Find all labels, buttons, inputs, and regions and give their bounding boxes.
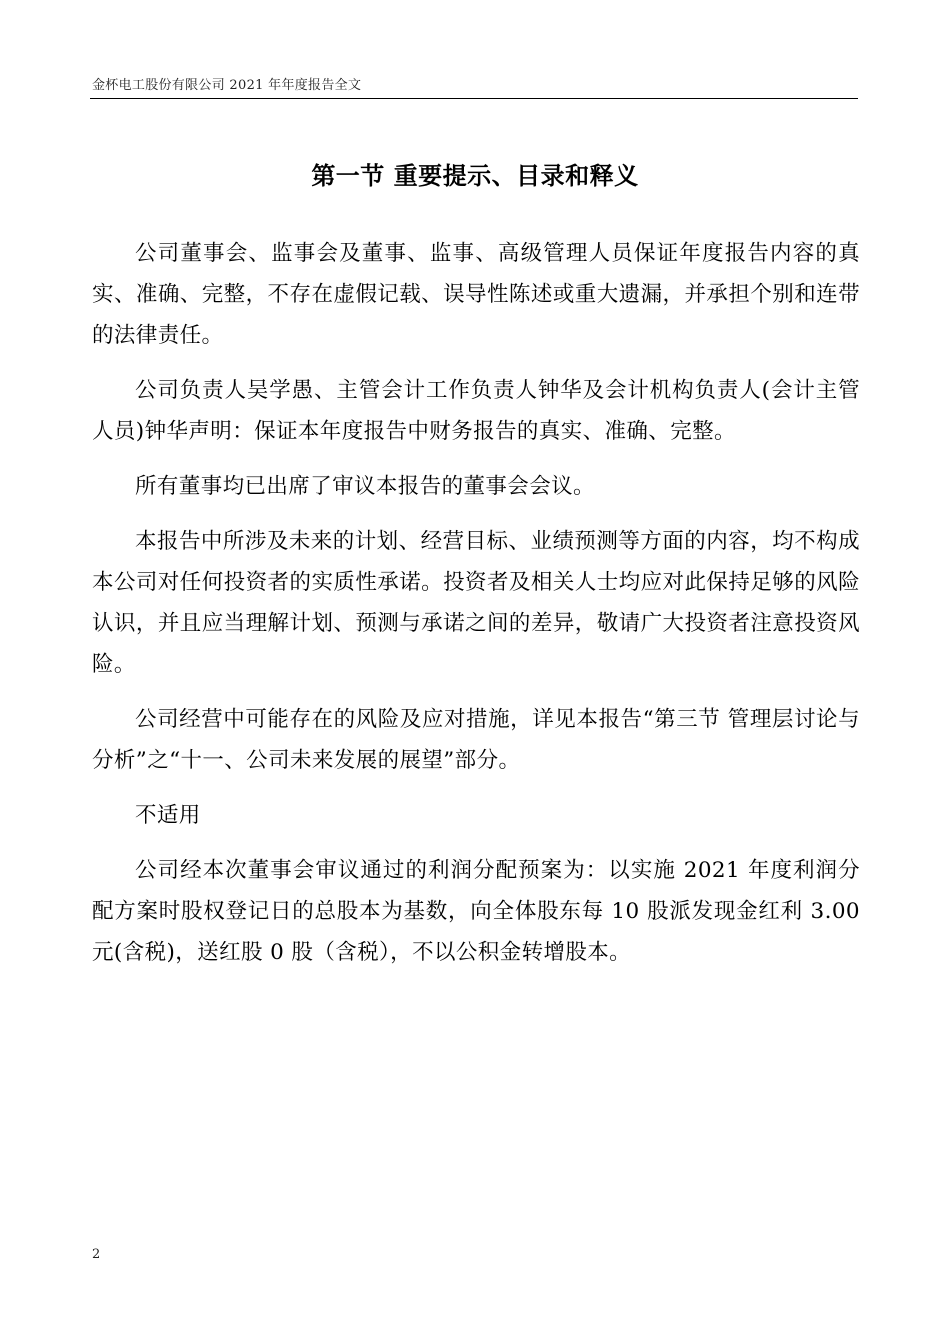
page-number: 2: [92, 1247, 101, 1262]
paragraph-responsibility-statement: 公司董事会、监事会及董事、监事、高级管理人员保证年度报告内容的真实、准确、完整，不存在虚假记载、误导性陈述或重大遗漏，并承担个别和连带的法律责任。: [92, 241, 860, 348]
paragraph-financial-declaration: 公司负责人吴学愚、主管会计工作负责人钟华及会计机构负责人(会计主管人员)钟华声明：保证本年度报告中财务报告的真实、准确、完整。: [92, 378, 860, 444]
body-text: [92, 233, 860, 987]
header-rule: [90, 98, 858, 99]
paragraph-board-attendance: 所有董事均已出席了审议本报告的董事会会议。: [135, 474, 595, 499]
section-title: 第一节 重要提示、目录和释义: [311, 161, 639, 190]
paragraph-profit-distribution: 公司经本次董事会审议通过的利润分配预案为：以实施 2021 年度利润分配方案时股权登记日的总股本为基数，向全体股东每 10 股派发现金红利 3.00 元(含税)，送红股 0 股（含税），不以公积金转增股本。: [92, 858, 860, 965]
paragraph-not-applicable: 不适用: [135, 803, 201, 828]
running-header: 金杯电工股份有限公司 2021 年年度报告全文: [92, 78, 362, 93]
paragraph-forward-looking-disclaimer: 本报告中所涉及未来的计划、经营目标、业绩预测等方面的内容，均不构成本公司对任何投资者的实质性承诺。投资者及相关人士均应对此保持足够的风险认识，并且应当理解计划、预测与承诺之间的差异，敬请广大投资者注意投资风险。: [92, 529, 860, 677]
paragraph-risk-reference: 公司经营中可能存在的风险及应对措施，详见本报告“第三节 管理层讨论与分析”之“十一、公司未来发展的展望”部分。: [92, 707, 860, 773]
